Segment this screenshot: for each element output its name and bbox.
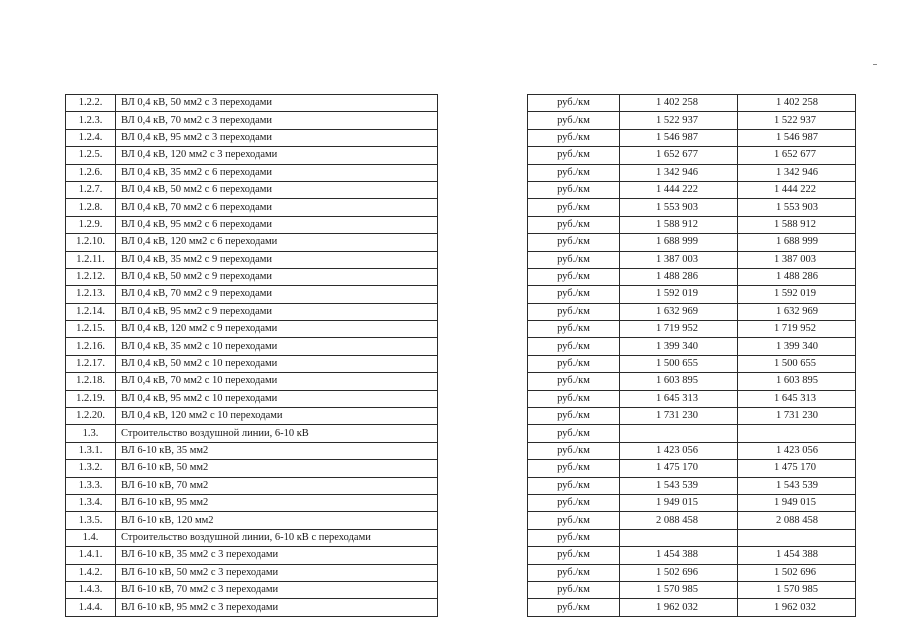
price-value-cell: 1 502 696 [620,564,738,581]
table-row [528,373,856,390]
table-row [66,147,438,164]
unit-cell: руб./км [528,373,620,390]
table-row [528,512,856,529]
item-code-cell: 1.2.9. [66,216,116,233]
price-value-cell: 1 731 230 [620,408,738,425]
item-description-cell: ВЛ 0,4 кВ, 70 мм2 с 6 переходами [116,199,438,216]
unit-cell: руб./км [528,425,620,442]
price-value-cell: 1 546 987 [620,129,738,146]
item-code-cell: 1.2.8. [66,199,116,216]
price-value-cell-2: 1 454 388 [738,547,856,564]
item-code-cell: 1.2.4. [66,129,116,146]
table-row [528,581,856,598]
table-row [66,442,438,459]
price-value-cell-2: 1 423 056 [738,442,856,459]
unit-cell: руб./км [528,564,620,581]
item-code-cell: 1.2.7. [66,181,116,198]
item-description-cell: Строительство воздушной линии, 6-10 кВ с переходами [116,529,438,546]
table-row [66,494,438,511]
table-row [66,216,438,233]
item-code-cell: 1.2.12. [66,268,116,285]
unit-cell: руб./км [528,460,620,477]
table-row [528,199,856,216]
item-description-cell: ВЛ 0,4 кВ, 35 мм2 с 10 переходами [116,338,438,355]
unit-cell: руб./км [528,442,620,459]
unit-cell: руб./км [528,112,620,129]
price-value-cell-2: 1 962 032 [738,599,856,616]
table-row [66,373,438,390]
unit-cell: руб./км [528,390,620,407]
item-description-cell: ВЛ 0,4 кВ, 70 мм2 с 10 переходами [116,373,438,390]
price-value-cell-2: 1 553 903 [738,199,856,216]
table-row [66,408,438,425]
table-row [528,216,856,233]
price-value-cell: 1 342 946 [620,164,738,181]
price-value-cell-2: 1 546 987 [738,129,856,146]
price-value-cell-2: 1 949 015 [738,494,856,511]
unit-cell: руб./км [528,599,620,616]
item-code-cell: 1.2.19. [66,390,116,407]
item-description-cell: ВЛ 0,4 кВ, 50 мм2 с 6 переходами [116,181,438,198]
item-code-cell: 1.2.5. [66,147,116,164]
price-value-cell-2: 1 399 340 [738,338,856,355]
price-value-cell: 1 543 539 [620,477,738,494]
unit-cell: руб./км [528,234,620,251]
item-code-cell: 1.2.18. [66,373,116,390]
table-row [528,164,856,181]
price-value-cell-2: 1 502 696 [738,564,856,581]
price-value-cell-2 [738,529,856,546]
item-description-cell: ВЛ 0,4 кВ, 120 мм2 с 9 переходами [116,321,438,338]
unit-cell: руб./км [528,477,620,494]
unit-cell: руб./км [528,494,620,511]
item-code-cell: 1.2.2. [66,95,116,112]
unit-cell: руб./км [528,164,620,181]
price-value-cell-2: 1 522 937 [738,112,856,129]
table-row [66,129,438,146]
item-description-cell: ВЛ 6-10 кВ, 70 мм2 [116,477,438,494]
item-description-cell: ВЛ 6-10 кВ, 120 мм2 [116,512,438,529]
item-description-cell: ВЛ 0,4 кВ, 70 мм2 с 3 переходами [116,112,438,129]
table-row [66,547,438,564]
price-value-cell-2: 1 652 677 [738,147,856,164]
price-value-cell-2: 1 342 946 [738,164,856,181]
item-code-cell: 1.4. [66,529,116,546]
item-code-cell: 1.2.13. [66,286,116,303]
price-value-cell-2: 2 088 458 [738,512,856,529]
table-row [66,199,438,216]
table-row [528,286,856,303]
price-value-cell-2: 1 719 952 [738,321,856,338]
item-code-cell: 1.4.4. [66,599,116,616]
item-description-cell: ВЛ 6-10 кВ, 70 мм2 с 3 переходами [116,581,438,598]
table-row [528,425,856,442]
price-value-cell: 1 645 313 [620,390,738,407]
price-value-cell-2: 1 570 985 [738,581,856,598]
price-value-cell: 1 423 056 [620,442,738,459]
item-description-cell: ВЛ 0,4 кВ, 120 мм2 с 3 переходами [116,147,438,164]
unit-cell: руб./км [528,251,620,268]
unit-cell: руб./км [528,303,620,320]
price-value-cell-2: 1 402 258 [738,95,856,112]
price-value-cell-2: 1 688 999 [738,234,856,251]
price-value-cell: 1 399 340 [620,338,738,355]
table-row [528,390,856,407]
price-value-cell [620,425,738,442]
table-row [66,95,438,112]
item-code-cell: 1.3. [66,425,116,442]
price-value-cell-2: 1 645 313 [738,390,856,407]
item-description-cell: ВЛ 0,4 кВ, 120 мм2 с 6 переходами [116,234,438,251]
table-row [66,564,438,581]
item-code-cell: 1.2.14. [66,303,116,320]
price-value-cell: 1 454 388 [620,547,738,564]
price-value-cell: 1 500 655 [620,355,738,372]
item-code-cell: 1.4.1. [66,547,116,564]
price-value-cell-2: 1 592 019 [738,286,856,303]
unit-cell: руб./км [528,286,620,303]
table-row [528,129,856,146]
item-code-cell: 1.3.4. [66,494,116,511]
table-row [66,321,438,338]
table-row [66,164,438,181]
table-row [528,529,856,546]
table-row [528,234,856,251]
table-row [528,268,856,285]
price-value-cell-2: 1 444 222 [738,181,856,198]
item-description-cell: ВЛ 6-10 кВ, 50 мм2 [116,460,438,477]
price-value-cell-2: 1 500 655 [738,355,856,372]
item-description-cell: ВЛ 6-10 кВ, 95 мм2 [116,494,438,511]
unit-cell: руб./км [528,199,620,216]
price-value-cell: 1 444 222 [620,181,738,198]
price-value-cell: 1 719 952 [620,321,738,338]
item-description-cell: ВЛ 0,4 кВ, 120 мм2 с 10 переходами [116,408,438,425]
price-value-cell: 1 688 999 [620,234,738,251]
price-value-cell-2: 1 603 895 [738,373,856,390]
unit-cell: руб./км [528,512,620,529]
unit-cell: руб./км [528,147,620,164]
table-row [528,460,856,477]
price-value-cell: 1 488 286 [620,268,738,285]
item-code-cell: 1.2.11. [66,251,116,268]
price-value-cell-2: 1 632 969 [738,303,856,320]
table-row [528,355,856,372]
item-description-cell: ВЛ 0,4 кВ, 50 мм2 с 10 переходами [116,355,438,372]
table-row [66,234,438,251]
table-row [66,529,438,546]
item-code-cell: 1.4.2. [66,564,116,581]
scan-speck [873,64,877,65]
table-row [66,425,438,442]
price-value-cell: 1 522 937 [620,112,738,129]
item-description-cell: ВЛ 6-10 кВ, 50 мм2 с 3 переходами [116,564,438,581]
unit-cell: руб./км [528,338,620,355]
table-row [528,303,856,320]
item-code-cell: 1.2.16. [66,338,116,355]
price-value-cell-2: 1 543 539 [738,477,856,494]
price-value-cell-2: 1 475 170 [738,460,856,477]
table-row [66,390,438,407]
table-row [528,547,856,564]
table-row [66,112,438,129]
unit-cell: руб./км [528,547,620,564]
price-value-cell: 1 402 258 [620,95,738,112]
item-description-cell: ВЛ 6-10 кВ, 35 мм2 [116,442,438,459]
item-code-cell: 1.2.20. [66,408,116,425]
item-code-cell: 1.2.15. [66,321,116,338]
item-code-cell: 1.2.17. [66,355,116,372]
unit-cell: руб./км [528,408,620,425]
item-description-cell: ВЛ 6-10 кВ, 95 мм2 с 3 переходами [116,599,438,616]
unit-cell: руб./км [528,181,620,198]
price-value-cell: 1 603 895 [620,373,738,390]
price-value-cell-2: 1 731 230 [738,408,856,425]
price-value-cell-2: 1 488 286 [738,268,856,285]
table-row [528,494,856,511]
unit-cell: руб./км [528,95,620,112]
item-code-cell: 1.4.3. [66,581,116,598]
price-value-cell: 1 588 912 [620,216,738,233]
item-code-cell: 1.2.6. [66,164,116,181]
price-value-cell-2 [738,425,856,442]
item-description-cell: Строительство воздушной линии, 6-10 кВ [116,425,438,442]
table-row [66,460,438,477]
table-row [66,268,438,285]
table-row [528,338,856,355]
table-row [66,599,438,616]
table-row [528,599,856,616]
table-row [66,581,438,598]
unit-cell: руб./км [528,355,620,372]
table-row [528,147,856,164]
unit-cell: руб./км [528,529,620,546]
item-description-cell: ВЛ 0,4 кВ, 95 мм2 с 3 переходами [116,129,438,146]
table-row [528,408,856,425]
item-description-cell: ВЛ 0,4 кВ, 95 мм2 с 6 переходами [116,216,438,233]
unit-cell: руб./км [528,581,620,598]
item-code-cell: 1.2.10. [66,234,116,251]
unit-cell: руб./км [528,268,620,285]
table-row [528,477,856,494]
item-description-cell: ВЛ 0,4 кВ, 50 мм2 с 3 переходами [116,95,438,112]
item-code-cell: 1.3.5. [66,512,116,529]
table-row [66,338,438,355]
price-value-cell: 1 592 019 [620,286,738,303]
price-value-cell: 1 570 985 [620,581,738,598]
item-description-cell: ВЛ 6-10 кВ, 35 мм2 с 3 переходами [116,547,438,564]
table-row [66,286,438,303]
price-value-cell-2: 1 588 912 [738,216,856,233]
price-value-cell: 1 632 969 [620,303,738,320]
item-description-body [66,95,438,617]
price-value-cell: 1 387 003 [620,251,738,268]
item-code-cell: 1.2.3. [66,112,116,129]
item-code-cell: 1.3.2. [66,460,116,477]
table-row [528,112,856,129]
table-row [528,321,856,338]
table-row [528,251,856,268]
price-value-cell-2: 1 387 003 [738,251,856,268]
item-description-cell: ВЛ 0,4 кВ, 50 мм2 с 9 переходами [116,268,438,285]
item-description-cell: ВЛ 0,4 кВ, 70 мм2 с 9 переходами [116,286,438,303]
unit-cell: руб./км [528,129,620,146]
table-row [528,181,856,198]
table-row [528,95,856,112]
table-row [66,251,438,268]
price-body [528,95,856,617]
unit-cell: руб./км [528,216,620,233]
table-row [66,303,438,320]
item-description-cell: ВЛ 0,4 кВ, 95 мм2 с 10 переходами [116,390,438,407]
price-value-cell [620,529,738,546]
price-value-cell: 2 088 458 [620,512,738,529]
table-row [528,564,856,581]
table-row [66,181,438,198]
item-description-cell: ВЛ 0,4 кВ, 35 мм2 с 6 переходами [116,164,438,181]
price-value-cell: 1 652 677 [620,147,738,164]
item-description-cell: ВЛ 0,4 кВ, 35 мм2 с 9 переходами [116,251,438,268]
item-description-cell: ВЛ 0,4 кВ, 95 мм2 с 9 переходами [116,303,438,320]
unit-cell: руб./км [528,321,620,338]
price-value-cell: 1 962 032 [620,599,738,616]
table-row [66,512,438,529]
item-code-cell: 1.3.3. [66,477,116,494]
price-value-cell: 1 475 170 [620,460,738,477]
price-value-cell: 1 949 015 [620,494,738,511]
item-code-cell: 1.3.1. [66,442,116,459]
table-row [66,355,438,372]
table-row [528,442,856,459]
item-description-table [65,94,438,617]
price-table [527,94,856,617]
price-value-cell: 1 553 903 [620,199,738,216]
table-row [66,477,438,494]
